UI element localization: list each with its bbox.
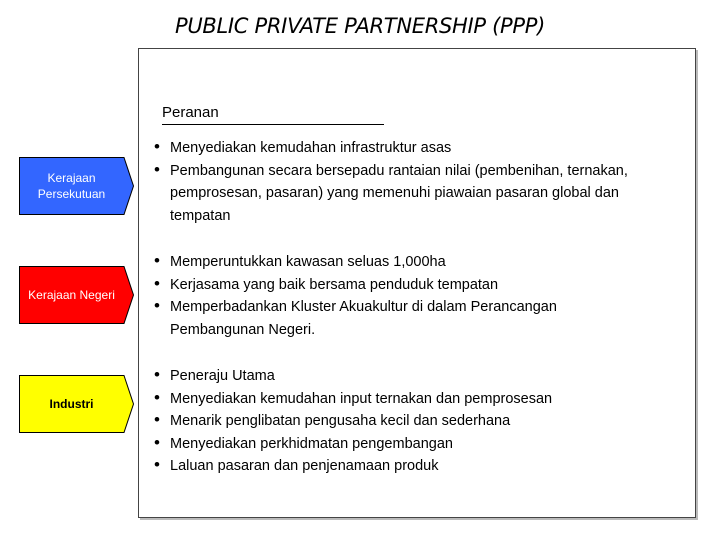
peranan-heading: Peranan <box>162 104 384 125</box>
list-item: • Memperbadankan Kluster Akuakultur di dalam Perancangan Pembangunan Negeri. <box>150 296 620 341</box>
state-roles-list <box>150 251 620 341</box>
list-item: • Kerjasama yang baik bersama penduduk tempatan <box>150 274 620 297</box>
list-item: • Pembangunan secara bersepadu rantaian nilai (pembenihan, ternakan, pemprosesan, pasaran) yang memenuhi piawaian pasaran global dan tempatan <box>150 160 680 228</box>
list-item: • Menyediakan perkhidmatan pengembangan <box>150 433 630 456</box>
list-item: • Memperuntukkan kawasan seluas 1,000ha <box>150 251 620 274</box>
list-item: • Menarik penglibatan pengusaha kecil dan sederhana <box>150 410 630 433</box>
industry-roles-list <box>150 365 630 478</box>
federal-roles-list <box>150 137 680 227</box>
list-item: • Peneraju Utama <box>150 365 630 388</box>
list-item: • Laluan pasaran dan penjenamaan produk <box>150 455 630 478</box>
actor-state-government <box>19 266 134 324</box>
actor-label-state: Kerajaan Negeri <box>28 287 115 302</box>
actor-label-industry: Industri <box>49 396 94 411</box>
list-item: • Menyediakan kemudahan input ternakan dan pemprosesan <box>150 388 630 411</box>
list-item: • Menyediakan kemudahan infrastruktur asas <box>150 137 680 160</box>
actor-federal-government <box>19 157 134 215</box>
actor-label-federal: Kerajaan Persekutuan <box>37 170 106 201</box>
actor-industry <box>19 375 134 433</box>
page-title: PUBLIC PRIVATE PARTNERSHIP (PPP) <box>174 14 546 38</box>
